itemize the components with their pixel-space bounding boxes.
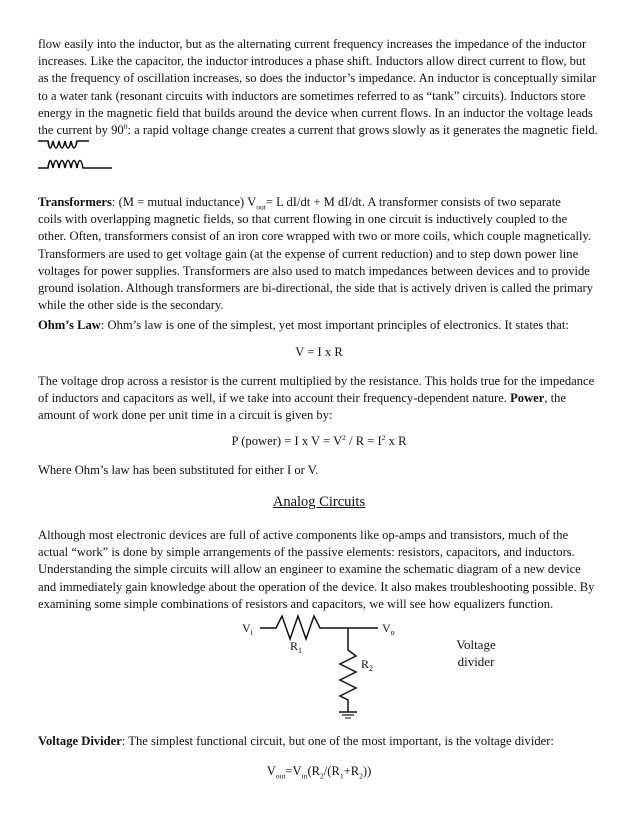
text-span: x R [385, 434, 407, 448]
ohms-law-term: Ohm’s Law [38, 318, 101, 332]
text-line: Transformers are used to get voltage gain (at the expense of current reduction) and to step down power line [38, 246, 579, 261]
r1-label: $R_1$ [290, 639, 303, 655]
superscript: 2 [342, 432, 346, 442]
superscript: 0 [123, 121, 128, 131]
text-line: and immediately gain knowledge about the operation of the device. It also makes troubleshooting possible. By [38, 579, 595, 594]
text-span: )) [362, 764, 372, 778]
inductor-paragraph [38, 36, 601, 139]
text-line: coils with overlapping magnetic fields, so that current flowing in one circuit is inductively coupled to the [38, 212, 568, 227]
text-span: of inductors and capacitors as well, if we take into account their frequency-dependent nature. [38, 391, 511, 406]
text-line [38, 194, 601, 211]
transformer-coil-symbol [36, 135, 116, 175]
text-line [38, 122, 601, 139]
text-span: /(R [323, 764, 340, 778]
text-line: Where Ohm’s law has been substituted for either I or V. [38, 463, 319, 477]
caption-line1: Voltage [456, 637, 496, 652]
text-span: / R = I [345, 434, 382, 448]
text-line: amount of work done per unit time in a circuit is given by: [38, 408, 333, 423]
ohms-law-paragraph [38, 317, 601, 334]
caption-line2: divider [457, 654, 495, 669]
text-line: Although most electronic devices are full of active components like op-amps and transistors, much of the [38, 528, 569, 542]
text-span: , the [544, 391, 567, 406]
subscript: 2 [359, 771, 363, 781]
text-span: =V [285, 764, 302, 778]
text-line: energy in the magnetic field that builds around the device when current flows. In an inductor the voltage leads [38, 105, 593, 120]
section-heading-analog-circuits: Analog Circuits [272, 494, 366, 510]
text-line [38, 733, 601, 750]
voltage-divider-term: Voltage Divider [38, 734, 122, 748]
text-line [38, 317, 601, 334]
power-term: Power [510, 391, 545, 406]
r2-resistor-symbol [340, 628, 356, 712]
text-span: = L dI/dt + M dI/dt. A transformer consists of two separate [265, 195, 561, 209]
subscript: 1 [339, 771, 344, 781]
text-span: the current by 90 [38, 123, 124, 138]
transformers-term: Transformers [38, 195, 112, 209]
subscript: out [256, 202, 266, 212]
text-line: to a water tank (resonant circuits with inductors are sometimes referred to as “tank” circuits). Inductors store [38, 88, 586, 103]
text-span: : a rapid voltage change creates a current that grows slowly as it generates the magnetic field. [127, 123, 598, 138]
voltage-divider-equation [0, 763, 638, 780]
text-span: V [266, 764, 276, 778]
text-span: (R [307, 764, 321, 778]
text-span: : The simplest functional circuit, but one of the most important, is the voltage divider: [121, 734, 554, 748]
voltage-divider-paragraph [38, 733, 601, 750]
text-line: Understanding the simple circuits will allow an engineer to examine the schematic diagram of a new device [38, 562, 581, 577]
subscript: in [301, 771, 308, 781]
analog-circuits-paragraph [38, 527, 601, 613]
vo-label: $V_o$ [382, 621, 395, 637]
text-line: ground isolation. Although transformers are bi-directional, the side that is actively driven is called the primary [38, 281, 594, 296]
text-line: other. Often, transformers consist of an iron core wrapped with two or more coils, which couple magnetically. [38, 229, 592, 244]
ohms-law-equation: V = I x R [295, 345, 343, 359]
text-span: : (M = mutual inductance) V [111, 195, 257, 209]
subscript: 2 [320, 771, 324, 781]
text-line: actual “work” is done by simple arrangements of the passive elements: resistors, capacitors, and inductors. [38, 545, 575, 560]
text-line: increases. Like the capacitor, the inductor introduces a phase shift. Inductors allow direct current to flow, but [38, 54, 586, 69]
text-span: : Ohm’s law is one of the simplest, yet most important principles of electronics. It states that: [100, 318, 569, 332]
voltage-divider-schematic [240, 612, 500, 722]
superscript: 2 [381, 432, 386, 442]
ohms-law-note [38, 462, 601, 479]
power-equation [0, 433, 638, 450]
text-line: flow easily into the inductor, but as the alternating current frequency increases the impedance of the inductor [38, 37, 587, 51]
text-line [38, 390, 601, 407]
r1-resistor-symbol [260, 616, 378, 639]
vi-label: $V_i$ [242, 621, 253, 637]
text-span: P (power) = I x V = V [231, 434, 343, 448]
text-line: while the other side is the secondary. [38, 298, 224, 313]
transformers-paragraph [38, 194, 601, 314]
text-span: +R [343, 764, 360, 778]
text-line: voltages for power supplies. Transformers are also used to match impedances between devices and to provide [38, 263, 590, 278]
ohms-law-explanation [38, 373, 601, 425]
subscript: out [275, 771, 286, 781]
text-line: examining some simple combinations of resistors and capacitors, we will see how equalizers function. [38, 596, 554, 611]
text-line: as the frequency of oscillation increases, so does the inductor’s impedance. An inductor is conceptually similar [38, 71, 597, 86]
r2-label: $R_2$ [361, 657, 374, 673]
text-line: The voltage drop across a resistor is the current multiplied by the resistance. This holds true for the impedance [38, 374, 595, 388]
